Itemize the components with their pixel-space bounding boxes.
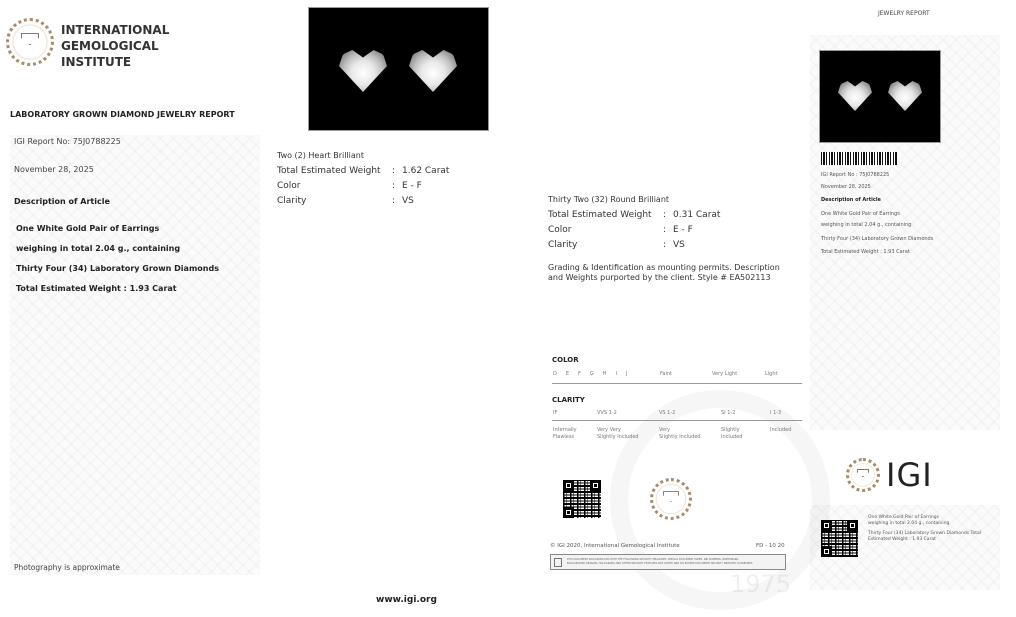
clarity-grade: IF (553, 410, 558, 416)
clarity-term: Slightly Included (721, 427, 743, 440)
color-scale-rule (552, 383, 802, 384)
stone-1-clarity-row: Clarity : VS (277, 196, 414, 206)
stone-2-clarity-row: Clarity : VS (548, 240, 685, 250)
clarity-scale-heading: CLARITY (552, 396, 585, 404)
report-number: IGI Report No: 75J0788225 (14, 137, 121, 146)
copyright: © IGI 2020, International Gemological Institute (550, 543, 680, 549)
description-line: Total Estimated Weight : 1.93 Carat (16, 284, 177, 293)
website: www.igi.org (376, 595, 437, 605)
right-description-line: Total Estimated Weight : 1.93 Carat (821, 249, 910, 255)
description-line: One White Gold Pair of Earrings (16, 224, 160, 233)
seal-watermark (610, 390, 830, 610)
clarity-grade: VS 1-2 (659, 410, 676, 416)
photo-note: Photography is approximate (14, 563, 120, 572)
comments: Grading & Identification as mounting permits. Description and Weights purported by the client. Style # EA502113 (548, 263, 780, 282)
stone-2-color-row: Color : E - F (548, 225, 693, 235)
security-notice: THIS DOCUMENT WAS PRODUCED WITH THE FOLLOWING SECURITY MEASURES: SPECIAL DOCUMENT PAPER, INK SCREENS, WATERMARK, BACKGROUND DESIGNS, HOLOGRAMS AND OTHER SECURITY FEATURES NOT LISTED AND DO EXCEED DOCUMENT SECURITY INDUSTRY GUIDELINES (550, 554, 786, 570)
jewelry-photo (308, 7, 489, 131)
org-name-line1: INTERNATIONAL (61, 23, 170, 37)
description-line: weighing in total 2.04 g., containing (16, 244, 181, 253)
jewelry-photo-small (819, 50, 941, 143)
heart-earring-right (409, 50, 457, 92)
clarity-scale-rule (552, 420, 802, 421)
stone-1-title: Two (2) Heart Brilliant (277, 151, 365, 160)
igi-logo-text: IGI (886, 456, 933, 494)
heart-earring-left (838, 81, 872, 111)
stone-2-weight-row: Total Estimated Weight : 0.31 Carat (548, 210, 721, 220)
igi-seal-icon (846, 458, 880, 492)
right-description-line: Thirty Four (34) Laboratory Grown Diamonds (821, 236, 934, 242)
right-description-line: weighing in total 2.04 g., containing (821, 222, 912, 228)
igi-seal-icon (650, 478, 692, 520)
color-term: Light (765, 371, 778, 377)
qr-code-icon (821, 520, 858, 557)
clarity-grade: VVS 1-2 (597, 410, 617, 416)
right-bottom-text: One White Gold Pair of Earrings weighing in total 2.04 g., containing Thirty Four (34) Laboratory Grown Diamonds Total Estimated Weight : 1.93 Carat (868, 515, 982, 542)
clarity-term: Very Very Slightly Included (597, 427, 639, 440)
clarity-term: Very Slightly Included (659, 427, 701, 440)
stone-2-title: Thirty Two (32) Round Brilliant (548, 195, 670, 204)
right-report-number: IGI Report No : 75J0788225 (821, 172, 890, 178)
barcode-icon (821, 152, 897, 165)
qr-code-icon (563, 480, 601, 518)
clarity-term: Internally Flawless (553, 427, 577, 440)
right-report-date: November 28, 2025 (821, 184, 871, 190)
org-name-line2: GEMOLOGICAL (61, 39, 159, 53)
clarity-grade: SI 1-2 (721, 410, 736, 416)
description-line: Thirty Four (34) Laboratory Grown Diamonds (16, 264, 219, 273)
clarity-term: Included (770, 427, 792, 433)
color-term: Very Light (712, 371, 738, 377)
report-title: LABORATORY GROWN DIAMOND JEWELRY REPORT (10, 110, 235, 119)
report-date: November 28, 2025 (14, 165, 94, 174)
igi-seal-icon (6, 18, 54, 66)
form-code: FD - 10 20 (756, 543, 785, 549)
clarity-grade: I 1-3 (770, 410, 782, 416)
color-scale-heading: COLOR (552, 356, 579, 364)
right-description-heading: Description of Article (821, 197, 881, 203)
stone-1-weight-row: Total Estimated Weight : 1.62 Carat (277, 166, 450, 176)
right-title: JEWELRY REPORT (878, 10, 930, 17)
stone-1-color-row: Color : E - F (277, 181, 422, 191)
org-name-line3: INSTITUTE (61, 55, 132, 69)
description-heading: Description of Article (14, 197, 110, 206)
heart-earring-left (339, 50, 387, 92)
org-name (61, 22, 169, 70)
color-grades: D E F G H I J (553, 371, 628, 377)
right-description-line: One White Gold Pair of Earrings (821, 211, 900, 217)
watermark-year: 1975 (730, 570, 792, 598)
document-security-icon (554, 558, 562, 567)
heart-earring-right (888, 81, 922, 111)
color-term: Faint (660, 371, 672, 377)
